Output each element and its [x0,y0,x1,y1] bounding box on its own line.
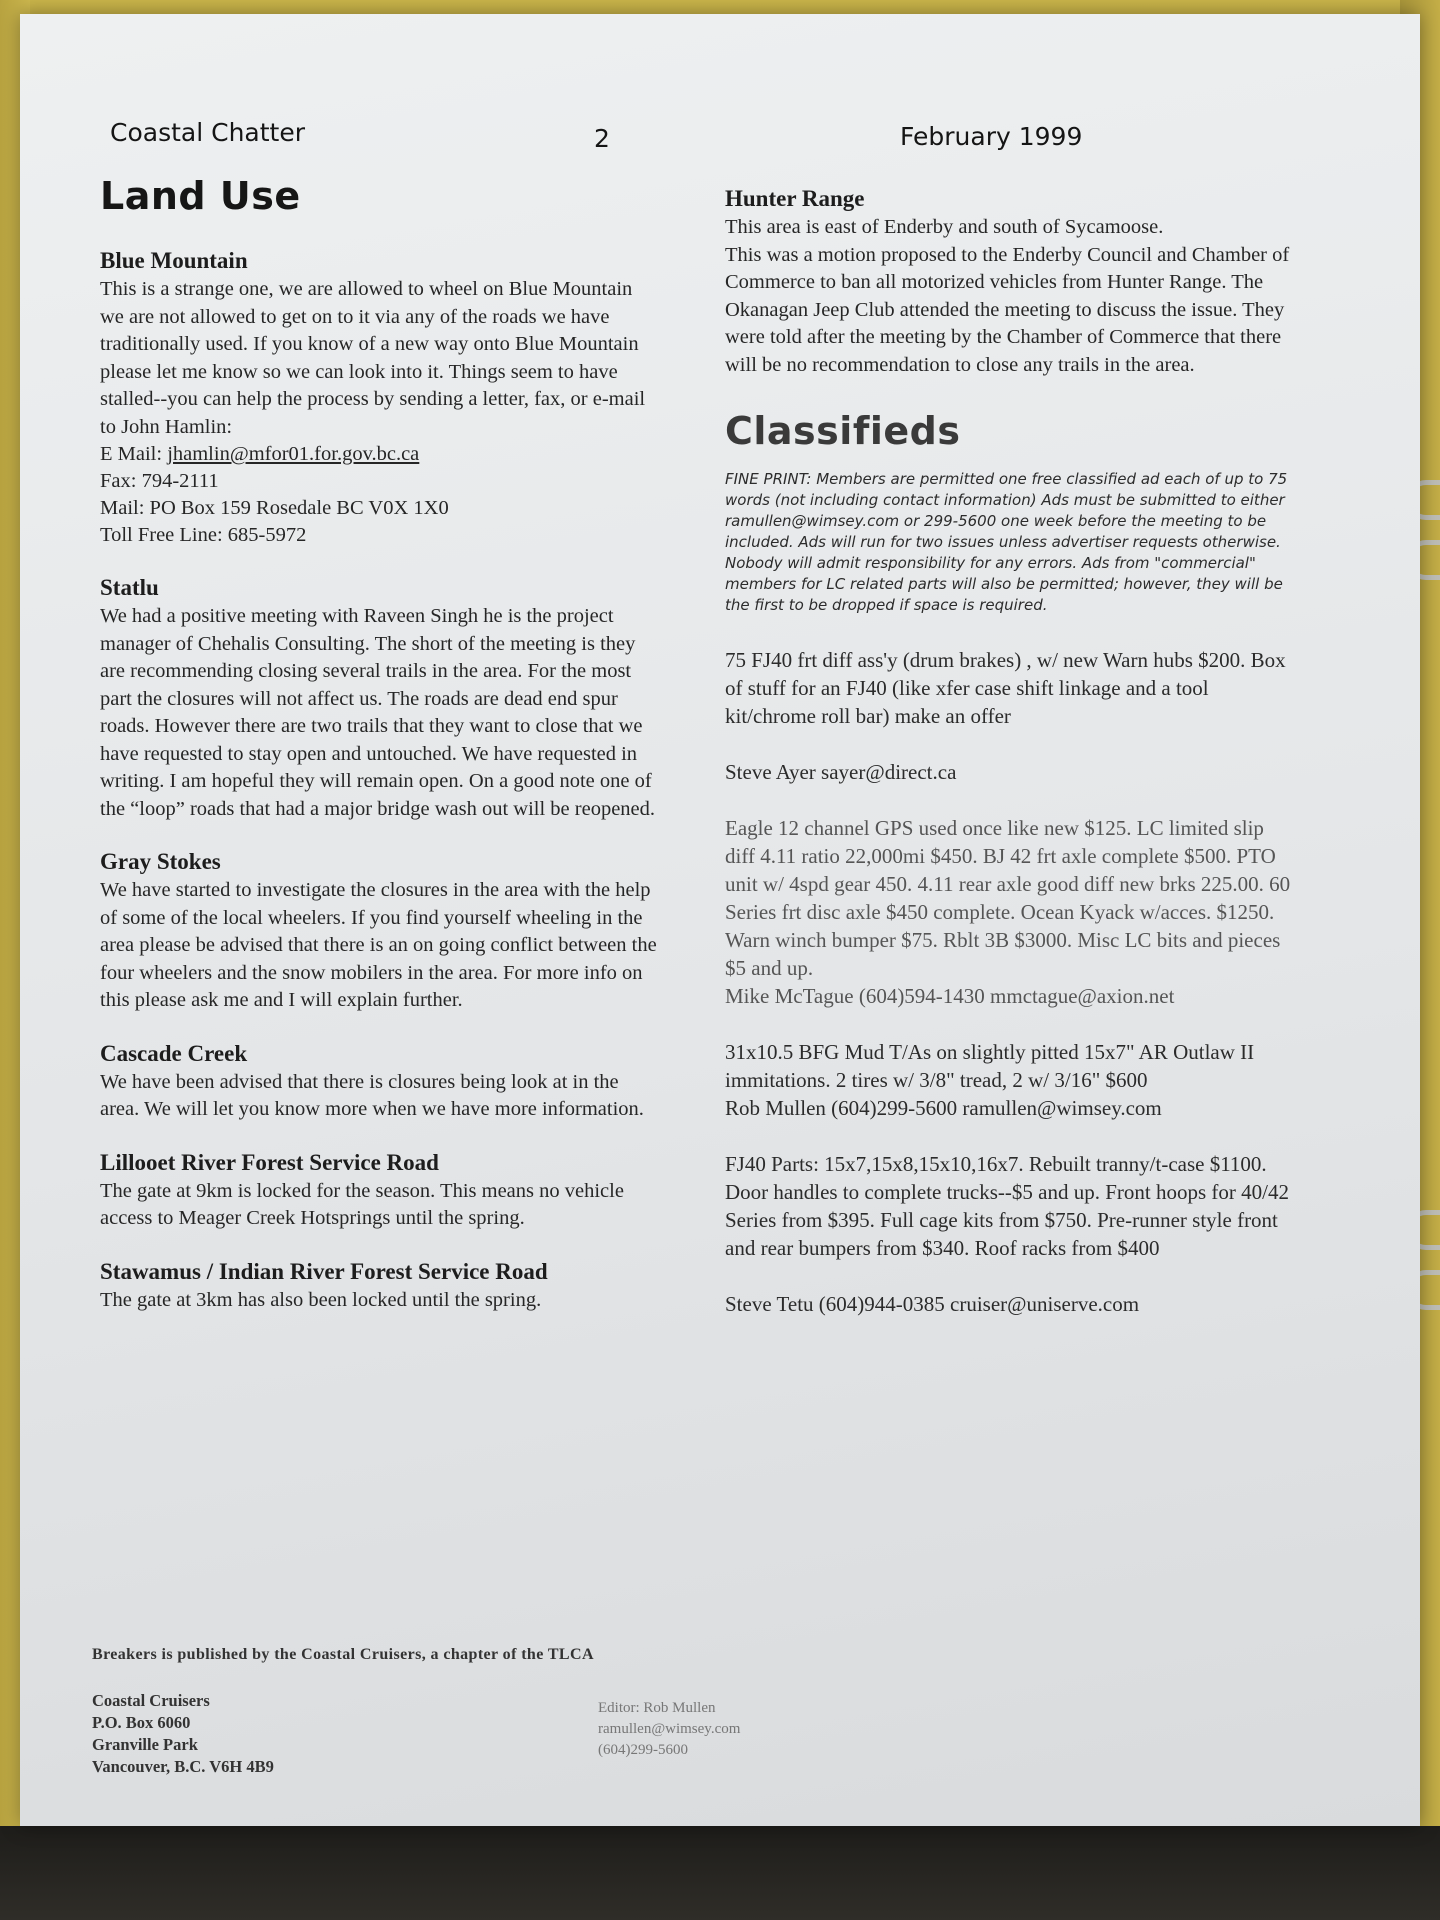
ad-text: 75 FJ40 frt diff ass'y (drum brakes) , w/ new Warn hubs $200. Box of stuff for an FJ40 (like xfer case shift linkage and a tool kit/chrome roll bar) make an offer [725,648,1286,728]
article-stawamus [100,1259,660,1315]
page-number: 2 [594,124,610,153]
ad-text: FJ40 Parts: 15x7,15x8,15x10,16x7. Rebuilt tranny/t-case $1100. Door handles to complete trucks--$5 and up. Front hoops for 40/42 Series from $395. Full cage kits from $750. Pre-runner style front and rear bumpers from $340. Roof racks from $400 [725,1152,1289,1260]
article-hunter-range [725,186,1295,379]
fine-print: FINE PRINT: Members are permitted one free classified ad each of up to 75 words (not including contact information) Ads must be submitted to either ramullen@wimsey.com or 299-5600 one week before the meeting to be included. Ads will run for two issues unless advertiser requests otherwise. Nobody will admit responsibility for any errors. Ads from "commercial" members for LC related parts will also be permitted; however, they will be the first to be dropped if space is required. [725,470,1288,614]
article-title: Lillooet River Forest Service Road [100,1149,439,1175]
contact-fax: Fax: 794-2111 [100,470,219,492]
ad-contact: Steve Tetu (604)944-0385 cruiser@uniserve.com [725,1292,1140,1316]
article-body: We have been advised that there is closures being look at in the area. We will let you know more when we have more information. [100,1070,644,1120]
contact-mail: Mail: PO Box 159 Rosedale BC V0X 1X0 [100,497,449,519]
email-link[interactable]: jhamlin@mfor01.for.gov.bc.ca [167,443,420,465]
table-surface [0,1826,1440,1920]
editor-info [598,1698,740,1761]
article-body: This was a motion proposed to the Enderby Council and Chamber of Commerce to ban all motorized vehicles from Hunter Range. The Okanagan Jeep Club attended the meeting to discuss the issue. They were told after the meeting by the Chamber of Commerce that there will be no recommendation to close any trails in the area. [725,243,1290,376]
article-title: Statlu [100,575,159,600]
article-title: Blue Mountain [100,248,248,273]
editor-line: (604)299-5600 [598,1742,688,1758]
left-column [100,174,660,1340]
contact-email [100,441,660,468]
section-title-land-use: Land Use [100,174,301,218]
article-body: The gate at 9km is locked for the season. This means no vehicle access to Meager Creek Hotsprings until the spring. [100,1179,624,1229]
article-title: Hunter Range [725,186,865,211]
classified-ad [725,646,1295,786]
section-title-classifieds: Classifieds [725,409,961,453]
address-line: Vancouver, B.C. V6H 4B9 [92,1757,274,1776]
contact-email-label: E Mail: [100,443,168,465]
article-title: Stawamus / Indian River Forest Service Road [100,1258,548,1284]
ad-text: Eagle 12 channel GPS used once like new $125. LC limited slip diff 4.11 ratio 22,000mi $450. BJ 42 frt axle complete $500. PTO unit w/ 4spd gear 450. 4.11 rear axle good diff new brks 225.00. 60 Series frt disc axle $450 complete. Ocean Kyack w/acces. $1250. Warn winch bumper $75. Rblt 3B $3000. Misc LC bits and pieces $5 and up. [725,816,1291,980]
issue-date: February 1999 [900,122,1083,151]
publisher-note: Breakers is published by the Coastal Cruisers, a chapter of the TLCA [92,1646,594,1663]
article-gray-stokes [100,849,660,1015]
article-body: The gate at 3km has also been locked until the spring. [100,1288,542,1311]
editor-line: ramullen@wimsey.com [598,1721,741,1737]
ad-contact: Rob Mullen (604)299-5600 ramullen@wimsey.com [725,1096,1162,1120]
club-address [92,1690,274,1778]
contact-toll-free: Toll Free Line: 685-5972 [100,524,307,546]
classified-ad [725,1150,1295,1318]
address-line: Coastal Cruisers [92,1691,210,1710]
article-cascade-creek [100,1041,660,1124]
article-lillooet-river [100,1150,660,1233]
classified-ad [725,1038,1295,1122]
ad-contact: Mike McTague (604)594-1430 mmctague@axion.net [725,984,1175,1008]
article-body: This is a strange one, we are allowed to wheel on Blue Mountain we are not allowed to get on to it via any of the roads we have traditionally used. If you know of a new way onto Blue Mountain please let me know so we can look into it. Things seem to have stalled--you can help the process by sending a letter, fax, or e-mail to John Hamlin: [100,278,646,438]
classified-ad [725,814,1295,1010]
newsletter-page [20,14,1420,1826]
editor-line: Editor: Rob Mullen [598,1700,716,1716]
address-line: P.O. Box 6060 [92,1713,191,1732]
right-column [725,186,1295,1346]
article-body: We had a positive meeting with Raveen Singh he is the project manager of Chehalis Consulting. The short of the meeting is they are recommending closing several trails in the area. For the most part the closures will not affect us. The roads are dead end spur roads. However there are two trails that they want to close that we have requested to stay open and untouched. We have requested in writing. I am hopeful they will remain open. On a good note one of the “loop” roads that had a major bridge wash out will be reopened. [100,605,656,820]
article-body: We have started to investigate the closures in the area with the help of some of the local wheelers. If you find yourself wheeling in the area please be advised that there is an on going conflict between the four wheelers and the snow mobilers in the area. For more info on this please ask me and I will explain further. [100,879,657,1011]
article-title: Cascade Creek [100,1040,248,1066]
article-blue-mountain [100,248,660,549]
newsletter-title: Coastal Chatter [110,118,305,147]
article-statlu [100,575,660,823]
article-title: Gray Stokes [100,849,221,874]
article-location: This area is east of Enderby and south of Sycamoose. [725,216,1164,238]
ad-contact: Steve Ayer sayer@direct.ca [725,760,957,784]
ad-text: 31x10.5 BFG Mud T/As on slightly pitted 15x7" AR Outlaw II immitations. 2 tires w/ 3/8" tread, 2 w/ 3/16" $600 [725,1040,1255,1092]
address-line: Granville Park [92,1735,198,1754]
